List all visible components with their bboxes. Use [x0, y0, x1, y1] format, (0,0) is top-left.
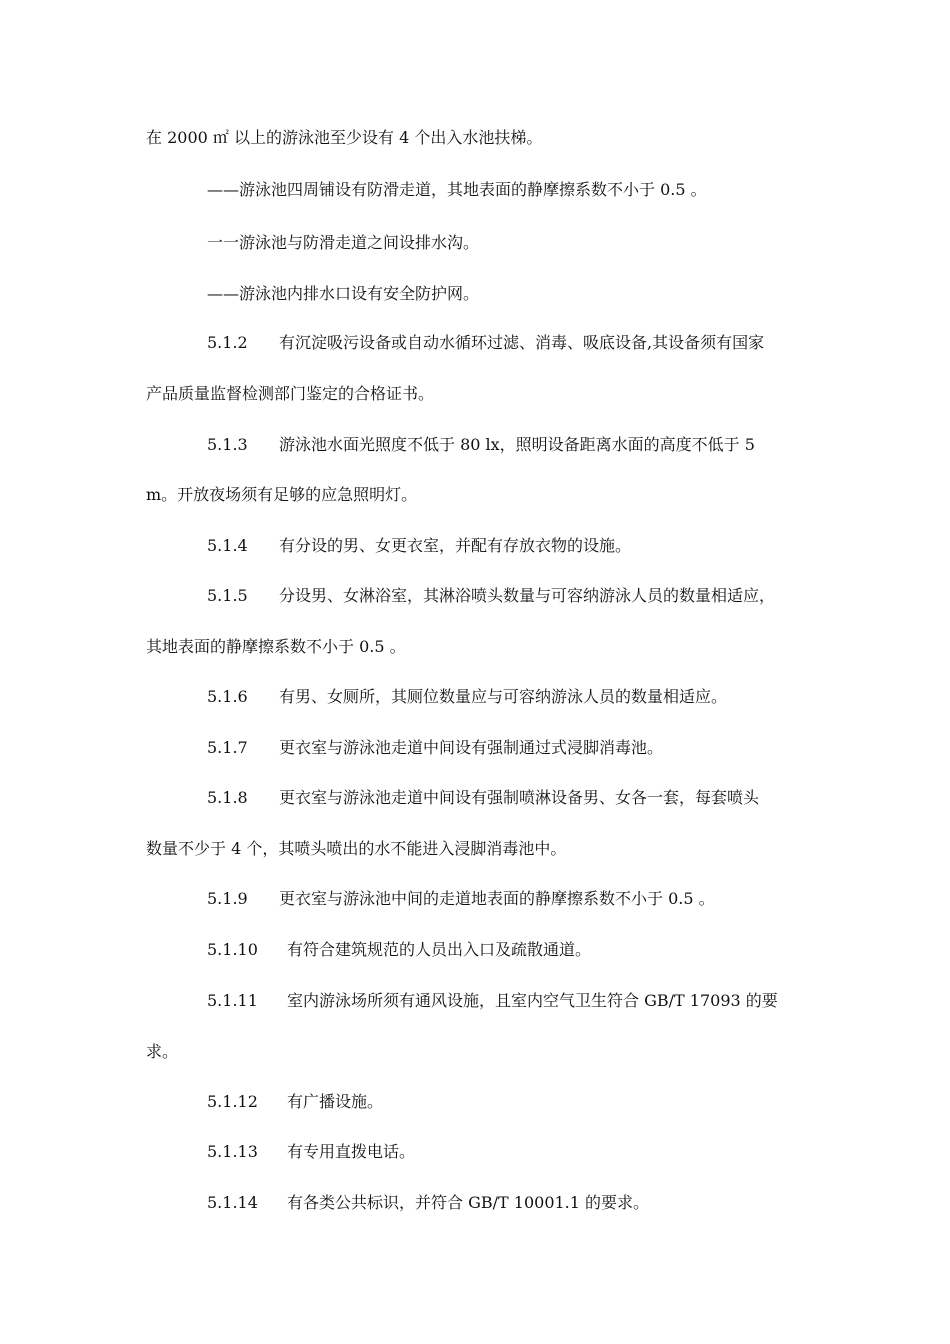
clause-text: 分设男、女淋浴室，其淋浴喷头数量与可容纳游泳人员的数量相适应， — [279, 586, 776, 605]
clause-text: 室内游泳场所须有通风设施，且室内空气卫生符合 GB/T 17093 的要 — [287, 991, 778, 1010]
clause-text: 更衣室与游泳池中间的走道地表面的静摩擦系数不小于 0.5 。 — [279, 889, 715, 908]
list-item-dash — [207, 284, 807, 304]
clause-5-1-3 — [207, 435, 807, 455]
clause-number: 5.1.3 — [207, 435, 248, 454]
clause-text: 有各类公共标识，并符合 GB/T 10001.1 的要求。 — [287, 1193, 650, 1212]
clause-text: 有分设的男、女更衣室，并配有存放衣物的设施。 — [279, 536, 632, 555]
clause-5-1-14 — [207, 1193, 807, 1213]
clause-text: 有广播设施。 — [287, 1092, 384, 1111]
list-item-dash — [207, 233, 807, 253]
clause-5-1-6 — [207, 687, 807, 707]
paragraph-text: 在 2000 ㎡ 以上的游泳池至少设有 4 个出入水池扶梯。 — [146, 128, 543, 147]
clause-text: 更衣室与游泳池走道中间设有强制通过式浸脚消毒池。 — [279, 738, 664, 757]
clause-5-1-13 — [207, 1142, 807, 1162]
clause-number: 5.1.14 — [207, 1193, 258, 1212]
clause-5-1-2 — [207, 333, 807, 353]
clause-continuation — [146, 839, 806, 859]
paragraph-continuation — [146, 128, 806, 148]
clause-number: 5.1.10 — [207, 940, 258, 959]
clause-5-1-5 — [207, 586, 807, 606]
clause-number: 5.1.13 — [207, 1142, 258, 1161]
clause-continuation — [146, 1042, 806, 1062]
clause-text-continued: 产品质量监督检测部门鉴定的合格证书。 — [146, 384, 435, 403]
clause-5-1-8 — [207, 788, 807, 808]
clause-5-1-12 — [207, 1092, 807, 1112]
clause-number: 5.1.2 — [207, 333, 248, 352]
clause-number: 5.1.6 — [207, 687, 248, 706]
clause-text: 有符合建筑规范的人员出入口及疏散通道。 — [287, 940, 592, 959]
clause-text: 游泳池水面光照度不低于 80 lx，照明设备距离水面的高度不低于 5 — [279, 435, 755, 454]
clause-text-continued: 数量不少于 4 个，其喷头喷出的水不能进入浸脚消毒池中。 — [146, 839, 567, 858]
clause-5-1-4 — [207, 536, 807, 556]
paragraph-text: ——游泳池四周铺设有防滑走道，其地表面的静摩擦系数不小于 0.5 。 — [207, 180, 707, 199]
clause-continuation — [146, 384, 806, 404]
clause-number: 5.1.5 — [207, 586, 248, 605]
clause-5-1-10 — [207, 940, 807, 960]
clause-text-continued: 求。 — [146, 1042, 179, 1061]
clause-text: 更衣室与游泳池走道中间设有强制喷淋设备男、女各一套，每套喷头 — [279, 788, 760, 807]
clause-5-1-7 — [207, 738, 807, 758]
clause-number: 5.1.11 — [207, 991, 258, 1010]
clause-5-1-11 — [207, 991, 807, 1011]
clause-text-continued: 其地表面的静摩擦系数不小于 0.5 。 — [146, 637, 406, 656]
clause-number: 5.1.9 — [207, 889, 248, 908]
clause-text-continued: m。开放夜场须有足够的应急照明灯。 — [146, 485, 418, 504]
clause-5-1-9 — [207, 889, 807, 909]
paragraph-text: 一一游泳池与防滑走道之间设排水沟。 — [207, 233, 480, 252]
clause-number: 5.1.4 — [207, 536, 248, 555]
list-item-dash — [207, 180, 807, 200]
paragraph-text: ——游泳池内排水口设有安全防护网。 — [207, 284, 480, 303]
clause-number: 5.1.7 — [207, 738, 248, 757]
clause-continuation — [146, 485, 806, 505]
clause-continuation — [146, 637, 806, 657]
clause-text: 有专用直拨电话。 — [287, 1142, 416, 1161]
clause-text: 有沉淀吸污设备或自动水循环过滤、消毒、吸底设备,其设备须有国家 — [279, 333, 765, 352]
clause-number: 5.1.12 — [207, 1092, 258, 1111]
clause-text: 有男、女厕所，其厕位数量应与可容纳游泳人员的数量相适应。 — [279, 687, 728, 706]
clause-number: 5.1.8 — [207, 788, 248, 807]
